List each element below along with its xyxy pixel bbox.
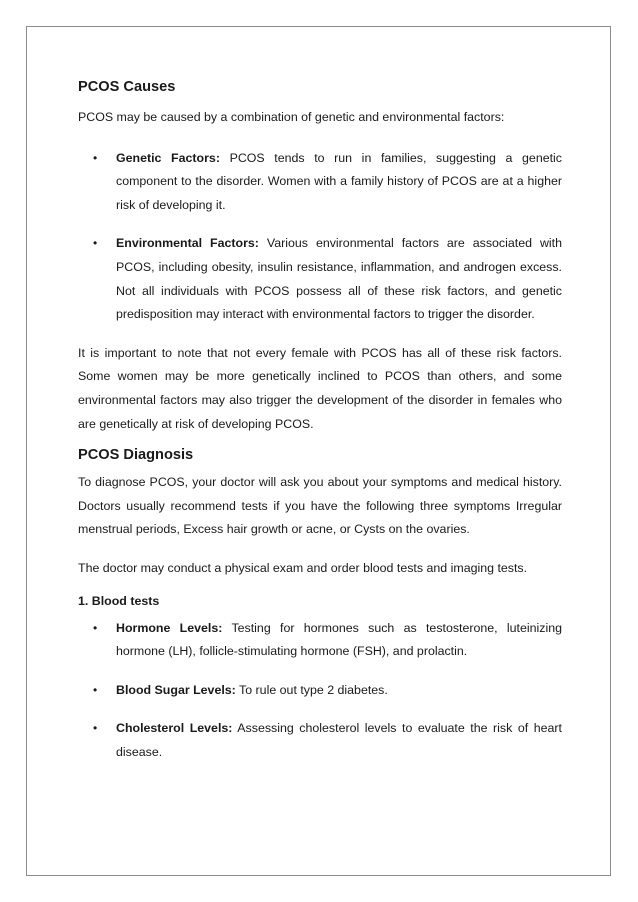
bullet-text: Assessing cholesterol levels to evaluate the risk of heart disease.: [116, 721, 562, 759]
causes-closing-paragraph: It is important to note that not every female with PCOS has all of these risk factors. Some women may be more genetically inclined to PCOS than others, and some environmental factors may also trigger the development of the disorder in females who are genetically at risk of developing PCOS.: [78, 345, 562, 431]
bullet-icon: •: [93, 236, 98, 251]
bullet-icon: •: [93, 150, 98, 165]
bullet-text: PCOS tends to run in families, suggesting a genetic component to the disorder. Women with a family history of PCOS are at a higher risk of developing it.: [116, 150, 563, 212]
bullet-icon: •: [93, 682, 98, 697]
bullet-text: To rule out type 2 diabetes.: [235, 682, 388, 697]
list-item: [78, 147, 562, 218]
bullet-label: Hormone Levels:: [116, 620, 223, 635]
bullet-icon: •: [93, 620, 98, 635]
diagnosis-intro: To diagnose PCOS, your doctor will ask you about your symptoms and medical history. Doctors usually recommend tests if you have the following three symptoms Irregular menstrual periods, Excess hair growth or acne, or Cysts on the ovaries.: [78, 475, 562, 537]
bullet-text: Various environmental factors are associated with PCOS, including obesity, insulin resistance, inflammation, and androgen excess. Not all individuals with PCOS possess all of these risk factors, and genetic predisposition may interact with environmental factors to trigger the disorder.: [116, 236, 562, 322]
list-item: [78, 617, 562, 664]
list-item: [78, 679, 562, 703]
causes-bullet-list: [78, 147, 562, 327]
causes-intro: PCOS may be caused by a combination of genetic and environmental factors:: [78, 110, 505, 124]
blood-tests-bullet-list: [78, 617, 562, 765]
bullet-label: Cholesterol Levels:: [116, 721, 233, 736]
bullet-icon: •: [93, 721, 98, 736]
bullet-label: Genetic Factors:: [116, 150, 220, 165]
bullet-label: Environmental Factors:: [116, 236, 259, 251]
bullet-text: Testing for hormones such as testosterone, luteinizing hormone (LH), follicle-stimulating hormone (FSH), and prolactin.: [116, 620, 563, 659]
list-item: [78, 717, 562, 764]
list-item: [78, 232, 562, 326]
causes-heading: PCOS Causes: [78, 79, 176, 95]
blood-tests-heading: 1. Blood tests: [78, 593, 160, 608]
document-content: [78, 77, 562, 764]
diagnosis-heading: PCOS Diagnosis: [78, 447, 194, 464]
bullet-label: Blood Sugar Levels:: [116, 682, 236, 697]
diagnosis-exam-note: The doctor may conduct a physical exam and order blood tests and imaging tests.: [78, 560, 528, 575]
